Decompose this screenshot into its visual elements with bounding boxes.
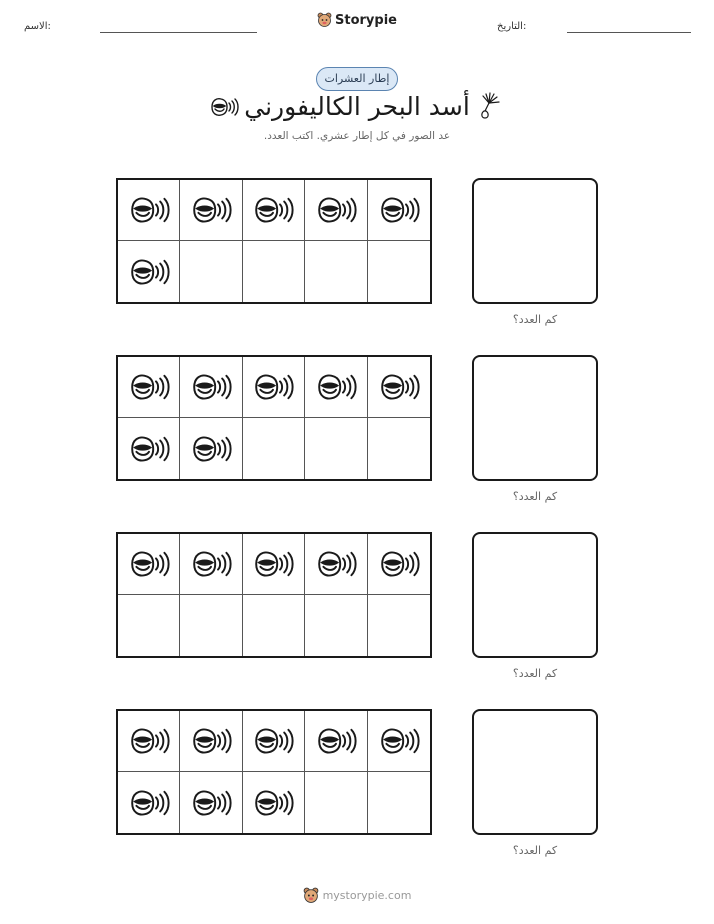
whisker-doodle-icon [475, 91, 501, 121]
ten-frame-cell [368, 180, 430, 241]
date-line[interactable] [567, 32, 691, 33]
name-line[interactable] [100, 32, 257, 33]
ten-frame-cell [368, 772, 430, 833]
ten-frame-cell [243, 595, 305, 656]
ten-frame-cell [243, 772, 305, 833]
sea-lion-sound-icon [190, 786, 232, 820]
ten-frame-cell [368, 711, 430, 772]
sea-lion-sound-icon [378, 547, 420, 581]
sea-lion-sound-icon [190, 193, 232, 227]
ten-frame [116, 709, 432, 835]
sea-lion-sound-icon [315, 724, 357, 758]
sea-lion-sound-icon [315, 370, 357, 404]
ten-frame-cell [118, 357, 180, 418]
sea-lion-sound-icon [190, 370, 232, 404]
sea-lion-sound-icon [252, 786, 294, 820]
sea-lion-sound-icon [252, 193, 294, 227]
ten-frame-cell [180, 180, 242, 241]
ten-frame-cell [180, 772, 242, 833]
sea-lion-sound-icon [378, 724, 420, 758]
ten-frame-cell [368, 241, 430, 302]
ten-frame-cell [305, 595, 367, 656]
sea-lion-sound-icon [190, 724, 232, 758]
sea-lion-sound-icon [315, 547, 357, 581]
ten-frame-cell [243, 711, 305, 772]
ten-frame-cell [180, 534, 242, 595]
how-many-label: كم العدد؟ [512, 667, 558, 680]
sea-lion-sound-icon [128, 432, 170, 466]
sea-lion-sound-icon [128, 255, 170, 289]
name-label: الاسم: [24, 21, 51, 32]
footer-site: mystorypie.com [322, 889, 412, 902]
brand-name: Storypie [335, 12, 397, 28]
ten-frame [116, 532, 432, 658]
sea-lion-sound-icon [190, 547, 232, 581]
sea-lion-sound-icon [128, 724, 170, 758]
sea-lion-sound-icon [190, 432, 232, 466]
ten-frame-cell [118, 241, 180, 302]
sea-lion-sound-icon [378, 193, 420, 227]
storypie-mascot-icon [303, 887, 319, 904]
sea-lion-sound-icon [252, 547, 294, 581]
ten-frame-cell [243, 418, 305, 479]
ten-frame-cell [243, 241, 305, 302]
sea-lion-sound-icon [209, 95, 239, 119]
ten-frame-cell [305, 418, 367, 479]
brand-logo [0, 12, 714, 32]
ten-frame-cell [118, 418, 180, 479]
ten-frame-cell [368, 534, 430, 595]
sea-lion-sound-icon [128, 370, 170, 404]
ten-frame-cell [243, 357, 305, 418]
ten-frame-cell [368, 418, 430, 479]
ten-frame-cell [118, 180, 180, 241]
how-many-label: كم العدد؟ [512, 490, 558, 503]
ten-frame-cell [243, 180, 305, 241]
sea-lion-sound-icon [128, 786, 170, 820]
ten-frame-cell [305, 357, 367, 418]
answer-box[interactable] [472, 178, 598, 304]
ten-frame-cell [180, 418, 242, 479]
ten-frame-cell [118, 711, 180, 772]
sea-lion-sound-icon [315, 193, 357, 227]
sea-lion-sound-icon [252, 370, 294, 404]
sea-lion-sound-icon [128, 547, 170, 581]
answer-box[interactable] [472, 709, 598, 835]
how-many-label: كم العدد؟ [512, 313, 558, 326]
ten-frame-cell [180, 357, 242, 418]
ten-frame-cell [118, 772, 180, 833]
ten-frame-cell [180, 595, 242, 656]
how-many-label: كم العدد؟ [512, 844, 558, 857]
ten-frame-cell [118, 534, 180, 595]
ten-frame-cell [368, 595, 430, 656]
ten-frame-cell [305, 534, 367, 595]
instructions: عد الصور في كل إطار عشري. اكتب العدد. [263, 130, 451, 142]
sea-lion-sound-icon [378, 370, 420, 404]
ten-frame-cell [368, 357, 430, 418]
sea-lion-sound-icon [128, 193, 170, 227]
storypie-mascot-icon [317, 12, 332, 28]
ten-frame-cell [243, 534, 305, 595]
sea-lion-sound-icon [252, 724, 294, 758]
ten-frame-cell [305, 180, 367, 241]
ten-frame [116, 355, 432, 481]
answer-box[interactable] [472, 532, 598, 658]
ten-frame-cell [305, 711, 367, 772]
ten-frame-cell [305, 241, 367, 302]
page-title: أسد البحر الكاليفورني [244, 92, 470, 121]
ten-frame-cell [180, 711, 242, 772]
ten-frame-cell [180, 241, 242, 302]
date-label: التاريخ: [497, 21, 527, 32]
footer [0, 887, 714, 907]
ten-frame [116, 178, 432, 304]
ten-frame-cell [305, 772, 367, 833]
worksheet-type-badge: إطار العشرات [316, 67, 398, 91]
ten-frame-cell [118, 595, 180, 656]
answer-box[interactable] [472, 355, 598, 481]
